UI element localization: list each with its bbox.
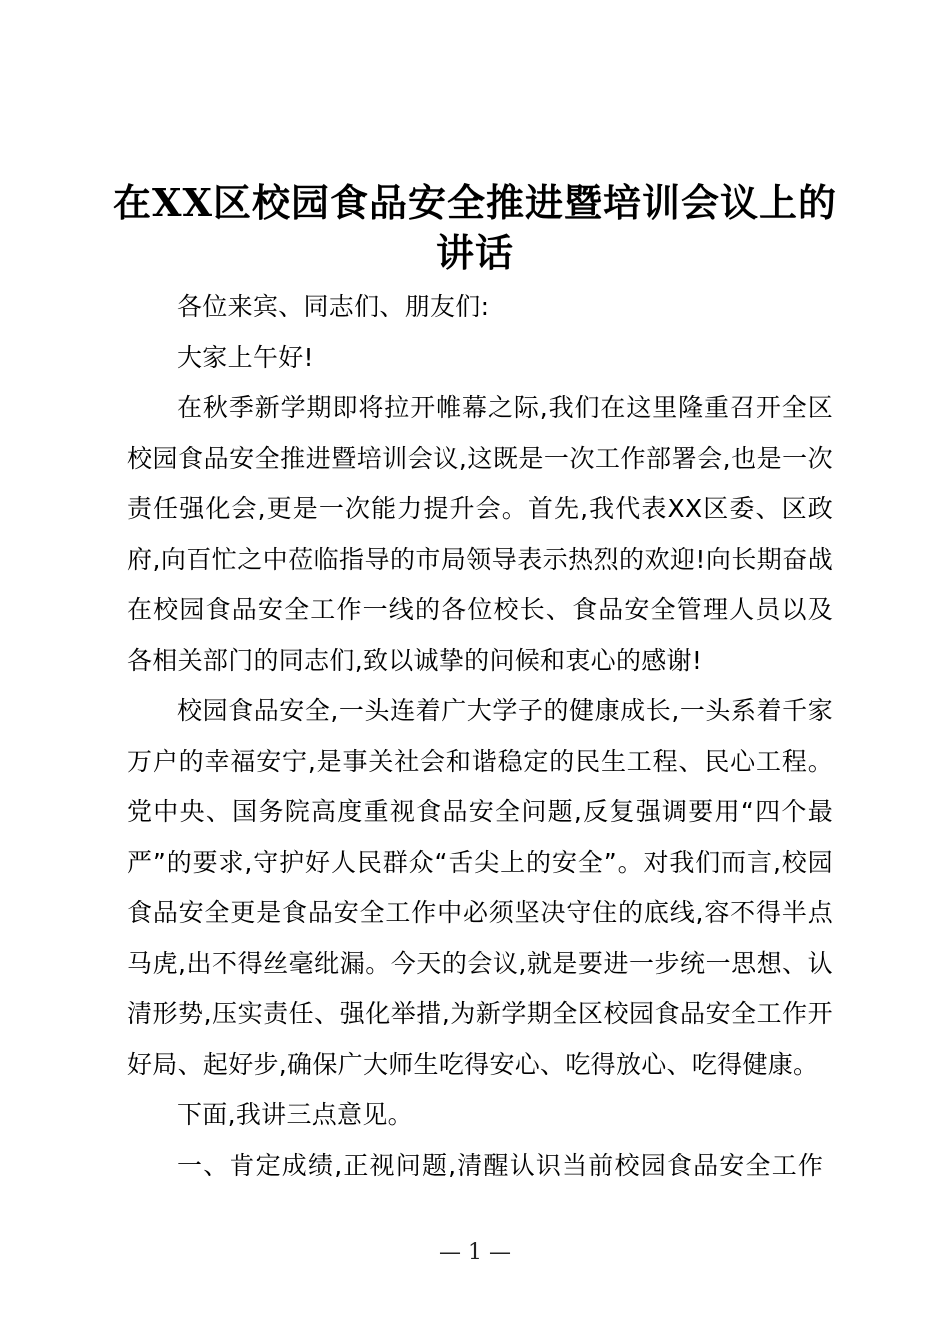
document-title: 在XX区校园食品安全推进暨培训会议上的讲话: [113, 180, 837, 275]
page-number: — 1 —: [439, 1240, 511, 1265]
document-body: [127, 282, 833, 1191]
salutation: 各位来宾、同志们、朋友们:: [177, 292, 490, 321]
greeting: 大家上午好!: [177, 342, 314, 372]
paragraph-opening: 在秋季新学期即将拉开帷幕之际,我们在这里隆重召开全区校园食品安全推进暨培训会议,这既是一次工作部署会,也是一次责任强化会,更是一次能力提升会。首先,我代表XX区委、区政府,向百忙之中莅临指导的市局领导表示热烈的欢迎!向长期奋战在校园食品安全工作一线的各位校长、食品安全管理人员以及各相关部门的同志们,致以诚挚的问候和衷心的感谢!: [127, 393, 833, 675]
paragraph-importance: 校园食品安全,一头连着广大学子的健康成长,一头系着千家万户的幸福安宁,是事关社会和谐稳定的民生工程、民心工程。党中央、国务院高度重视食品安全问题,反复强调要用“四个最严”的要求,守护好人民群众“舌尖上的安全”。对我们而言,校园食品安全更是食品安全工作中必须坚决守住的底线,容不得半点马虎,出不得丝毫纰漏。今天的会议,就是要进一步统一思想、认清形势,压实责任、强化举措,为新学期全区校园食品安全工作开好局、起好步,确保广大师生吃得安心、吃得放心、吃得健康。: [127, 696, 833, 1079]
section-heading-1: 一、肯定成绩,正视问题,清醒认识当前校园食品安全工作: [177, 1150, 825, 1180]
paragraph-outline: 下面,我讲三点意见。: [177, 1100, 413, 1129]
